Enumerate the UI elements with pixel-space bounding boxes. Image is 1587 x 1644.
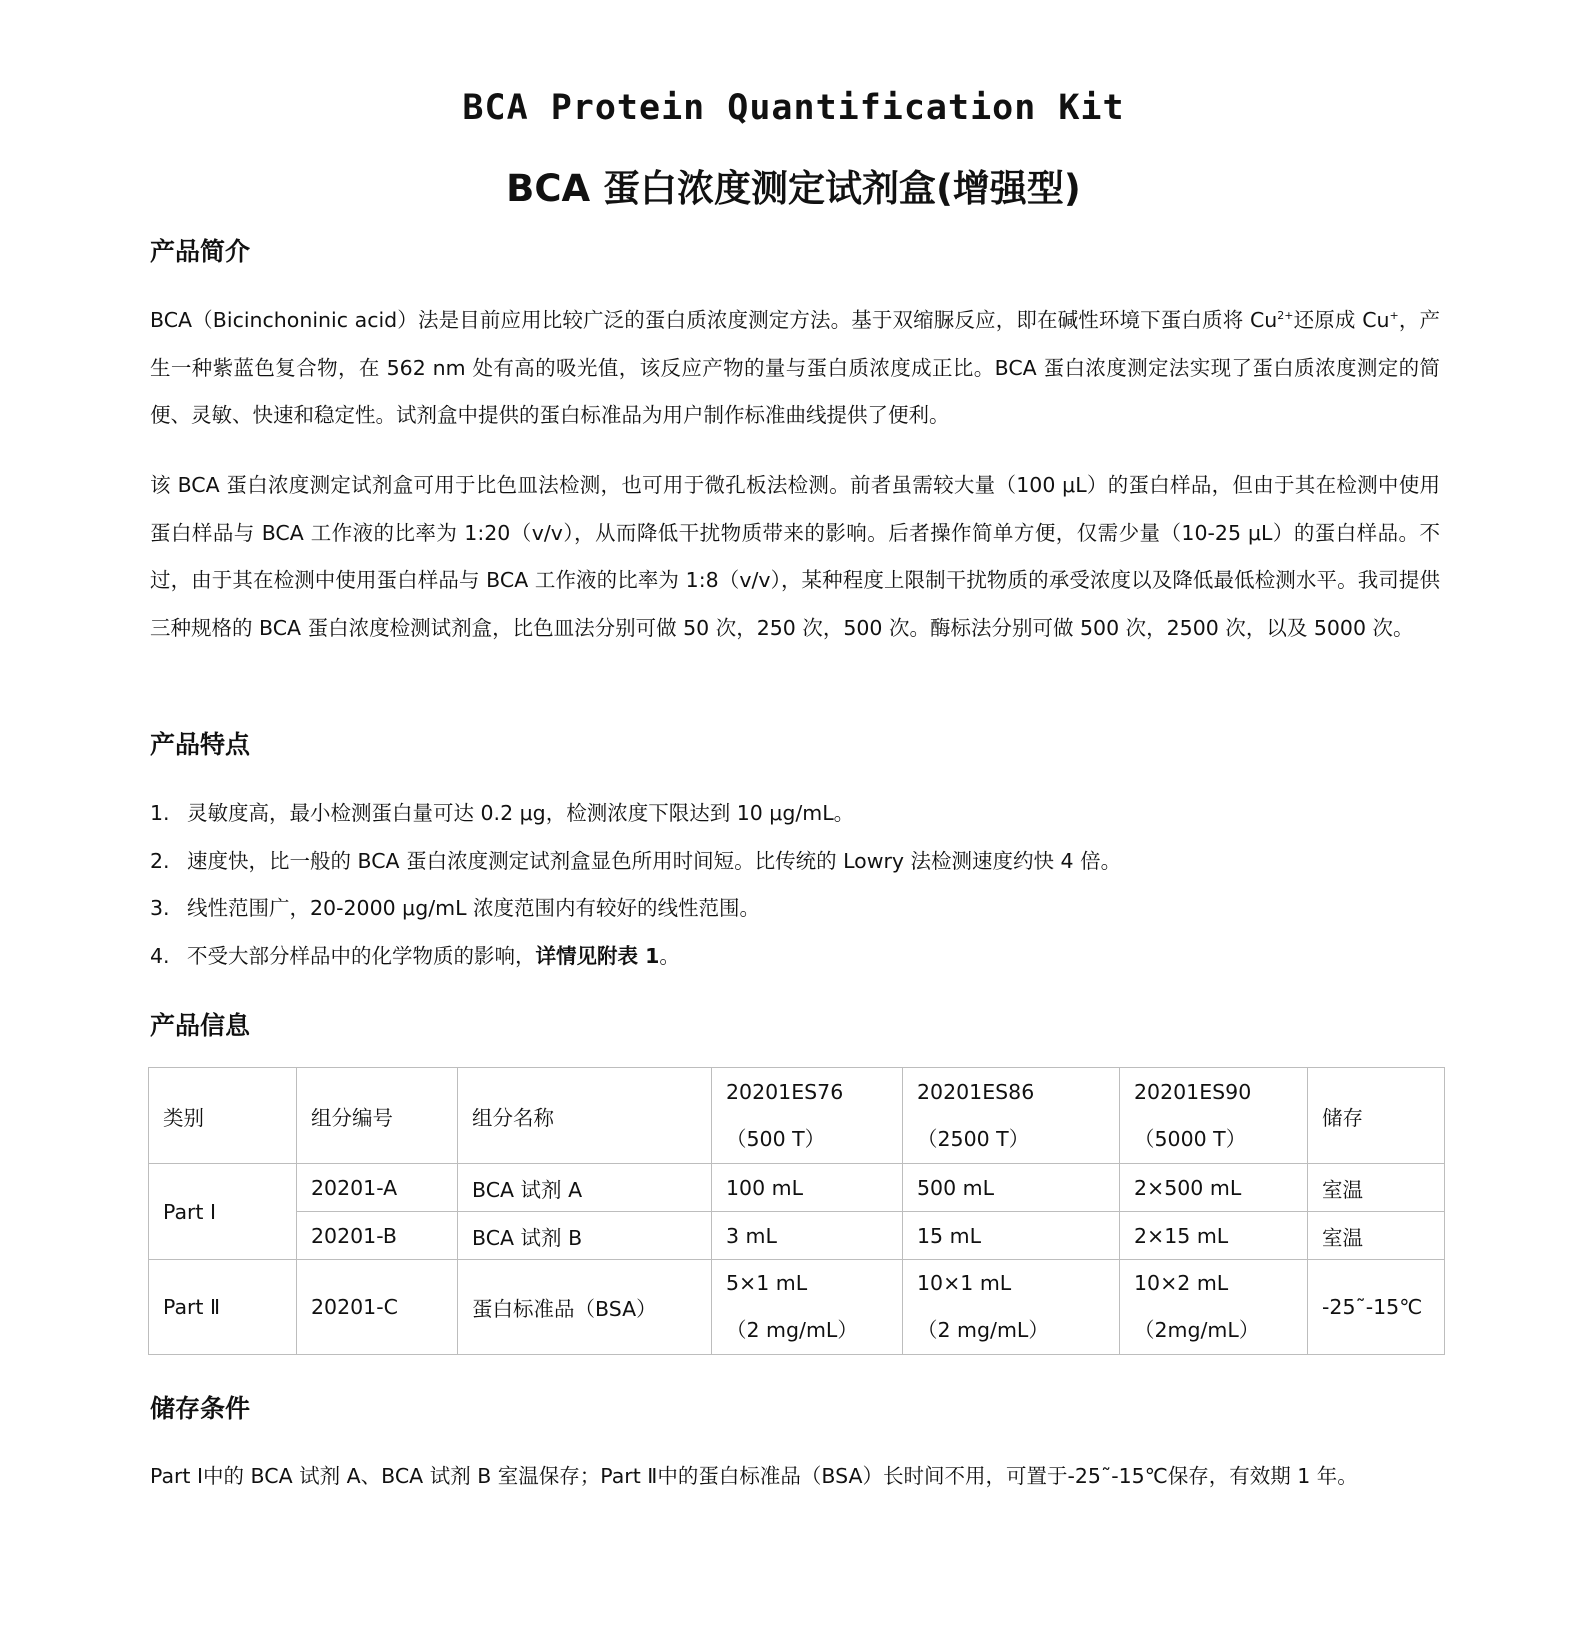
features-list-wrap (150, 790, 1440, 980)
info-heading: 产品信息 (150, 1011, 251, 1040)
feature-item: 3. 线性范围广，20-2000 μg/mL 浓度范围内有较好的线性范围。 (150, 896, 761, 920)
appendix-reference: 详情见附表 1 (535, 943, 660, 968)
table-header-row (149, 1068, 1445, 1164)
intro-p1-part-b: 还原成 Cu (1293, 308, 1390, 332)
header-es76: 20201ES76 （500 T） (712, 1068, 903, 1164)
feature-item: 4. 不受大部分样品中的化学物质的影响，详情见附表 1。 (150, 943, 680, 968)
product-info-table (148, 1067, 1445, 1355)
cu-2plus-superscript: 2+ (1277, 309, 1294, 323)
intro-paragraph-2 (150, 462, 1440, 652)
table-row: Part Ⅱ 20201-C 蛋白标准品（BSA） 5×1 mL （2 mg/mL） 10×1 mL （2 mg/mL） 10×2 mL （2mg/mL） -25˜-15℃ (149, 1260, 1445, 1355)
storage-text: Part Ⅰ中的 BCA 试剂 A、BCA 试剂 B 室温保存；Part Ⅱ中的蛋白标准品（BSA）长时间不用，可置于-25˜-15℃保存，有效期 1 年。 (150, 1464, 1358, 1488)
feature-item: 1. 灵敏度高，最小检测蛋白量可达 0.2 μg，检测浓度下限达到 10 μg/mL。 (150, 801, 855, 825)
header-storage: 储存 (1308, 1068, 1445, 1164)
table-row: 20201-B BCA 试剂 B 3 mL 15 mL 2×15 mL 室温 (149, 1212, 1445, 1260)
intro-p1-part-a: BCA（Bicinchoninic acid）法是目前应用比较广泛的蛋白质浓度测定方法。基于双缩脲反应，即在碱性环境下蛋白质将 Cu (150, 308, 1278, 332)
intro-p1-part-c: ，产生一种紫蓝色复合物，在 562 nm 处有高的吸光值，该反应产物的量与蛋白质浓度成正比。BCA 蛋白浓度测定法实现了蛋白质浓度测定的简便、灵敏、快速和稳定性。试剂盒中提供的蛋白标准品为用户制作标准曲线提供了便利。 (150, 308, 1441, 427)
header-category: 类别 (149, 1068, 297, 1164)
features-section (150, 725, 1440, 765)
intro-p2: 该 BCA 蛋白浓度测定试剂盒可用于比色皿法检测，也可用于微孔板法检测。前者虽需较大量（100 μL）的蛋白样品，但由于其在检测中使用蛋白样品与 BCA 工作液的比率为 1:20（v/v），从而降低干扰物质带来的影响。后者操作简单方便，仅需少量（10-25 μL）的蛋白样品。不过，由于其在检测中使用蛋白样品与 BCA 工作液的比率为 1:8（v/v），某种程度上限制干扰物质的承受浓度以及降低最低检测水平。我司提供三种规格的 BCA 蛋白浓度检测试剂盒，比色皿法分别可做 50 次，250 次，500 次。酶标法分别可做 500 次，2500 次，以及 5000 次。 (150, 473, 1440, 640)
intro-heading: 产品简介 (150, 237, 251, 266)
table-row: Part Ⅰ 20201-A BCA 试剂 A 100 mL 500 mL 2×500 mL 室温 (149, 1164, 1445, 1212)
feature-item: 2. 速度快，比一般的 BCA 蛋白浓度测定试剂盒显色所用时间短。比传统的 Lowry 法检测速度约快 4 倍。 (150, 848, 1122, 873)
part-2-cell: Part Ⅱ (149, 1260, 297, 1355)
info-section (150, 1006, 1440, 1046)
features-list (150, 790, 1440, 980)
intro-paragraph-1 (150, 297, 1440, 440)
part-1-cell: Part Ⅰ (149, 1164, 297, 1260)
header-es90: 20201ES90 （5000 T） (1120, 1068, 1308, 1164)
header-es86: 20201ES86 （2500 T） (903, 1068, 1120, 1164)
intro-section (150, 232, 1440, 272)
features-heading: 产品特点 (150, 730, 251, 759)
title-chinese: BCA 蛋白浓度测定试剂盒(增强型) (506, 167, 1081, 210)
header-name: 组分名称 (458, 1068, 712, 1164)
header-code: 组分编号 (297, 1068, 458, 1164)
title-english: BCA Protein Quantification Kit (462, 88, 1125, 128)
cu-plus-superscript: + (1389, 309, 1399, 323)
storage-section (150, 1389, 1440, 1429)
storage-heading: 储存条件 (150, 1394, 251, 1423)
storage-paragraph (150, 1453, 1440, 1501)
